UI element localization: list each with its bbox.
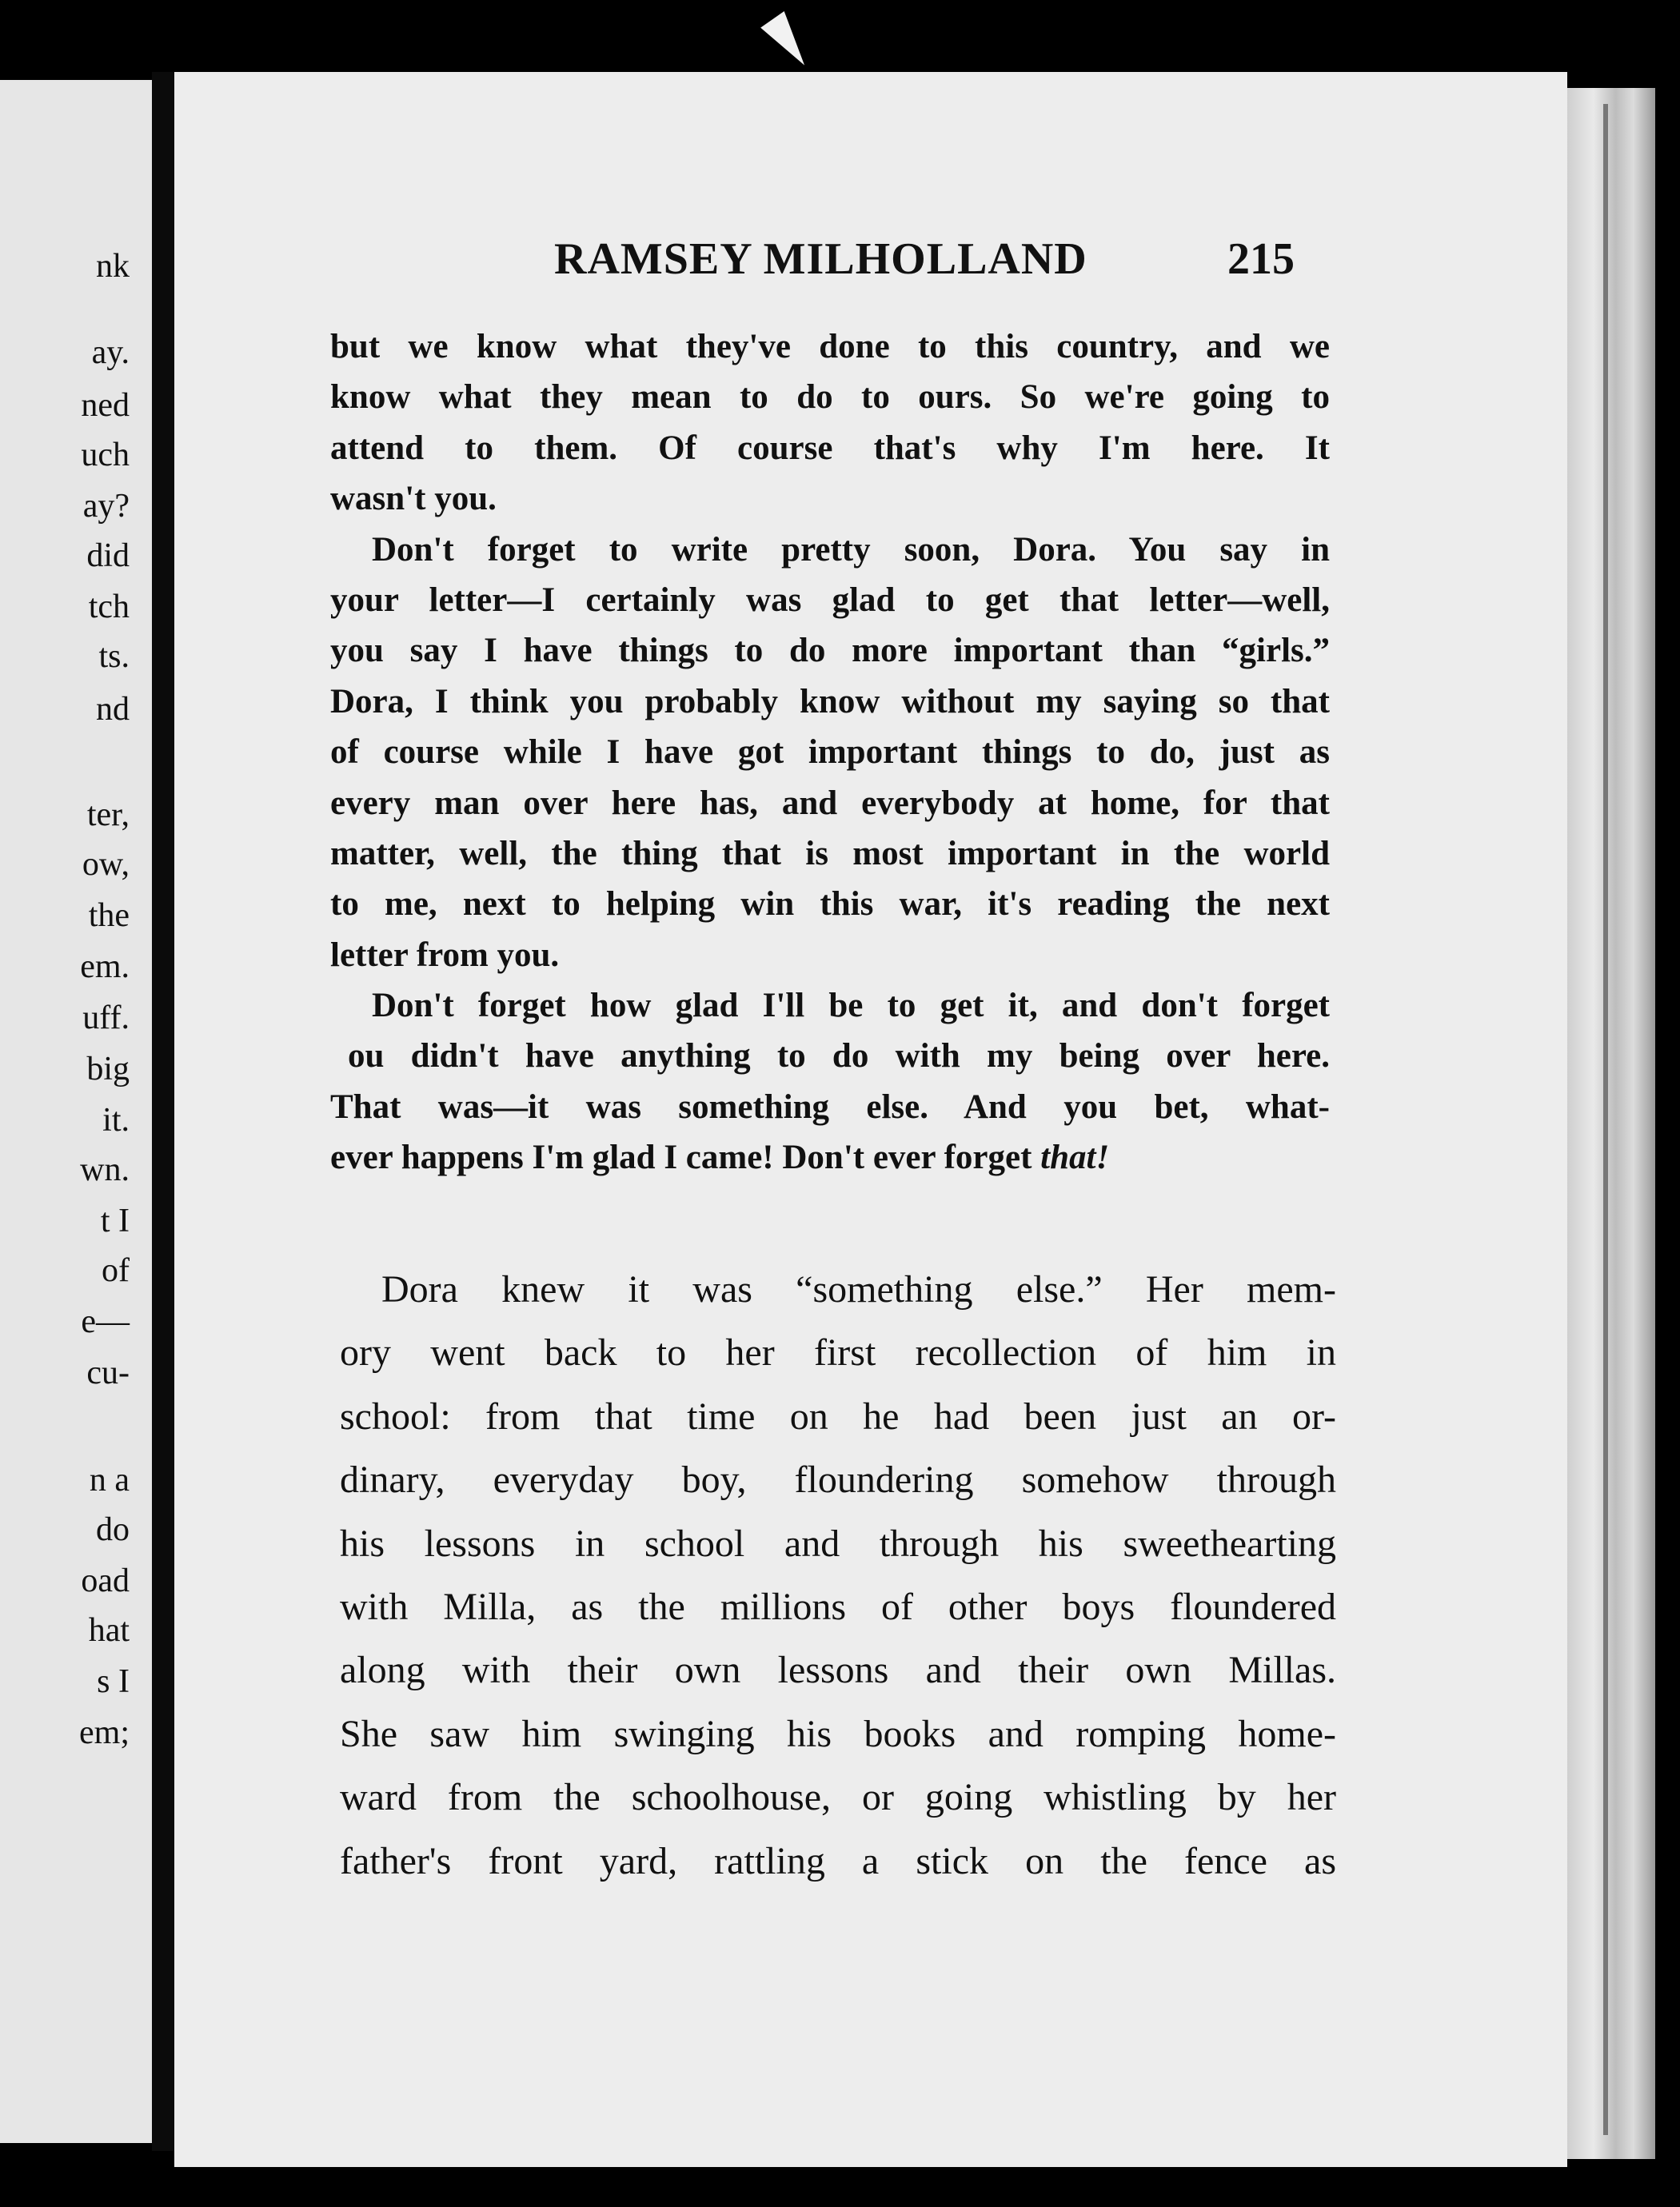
left-page-fragment: oad <box>81 1562 130 1599</box>
text-line-start: ever happens I'm glad I came! Don't ever forget <box>330 1139 1041 1177</box>
left-page-fragment: s I <box>97 1663 130 1700</box>
page-edge-line <box>1603 104 1608 2135</box>
scan-corner-mark <box>760 11 816 74</box>
text-line: dinary, everyday boy, floundering somehow through <box>340 1459 1336 1502</box>
text-line: school: from that time on he had been just an or- <box>340 1395 1336 1438</box>
text-line: That was—it was something else. And you bet, what- <box>330 1088 1330 1126</box>
book-gutter <box>152 72 176 2151</box>
text-line: of course while I have got important things to do, just as <box>330 733 1330 772</box>
left-page-fragment: e— <box>81 1303 130 1340</box>
left-page-fragment: uch <box>81 437 130 473</box>
text-line: Don't forget to write pretty soon, Dora. You say in <box>372 530 1330 569</box>
text-line: letter from you. <box>330 936 560 974</box>
text-line: every man over here has, and everybody at home, for that <box>330 784 1330 822</box>
left-page-fragment: of <box>102 1252 130 1289</box>
text-line: your letter—I certainly was glad to get that letter—well, <box>330 581 1330 619</box>
page-edge-stack <box>1567 88 1655 2159</box>
text-line: to me, next to helping win this war, it's reading the next <box>330 885 1330 924</box>
left-page-fragment: n a <box>89 1462 130 1499</box>
text-line: but we know what they've done to this country, and we <box>330 328 1330 365</box>
running-head: RAMSEY MILHOLLAND <box>554 234 1087 284</box>
left-page-fragment: the <box>88 897 130 934</box>
text-line: along with their own lessons and their own Millas. <box>340 1649 1336 1692</box>
left-page-fragment: tch <box>88 589 130 625</box>
left-page-fragment: ts. <box>98 638 130 675</box>
left-page-fragment: hat <box>88 1612 130 1649</box>
left-page-fragment: cu- <box>86 1355 130 1391</box>
text-line: with Milla, as the millions of other boys floundered <box>340 1585 1336 1628</box>
text-line: She saw him swinging his books and romping home- <box>340 1712 1336 1755</box>
left-page-fragment: big <box>86 1051 130 1088</box>
left-page-fragment: wn. <box>80 1151 130 1188</box>
letter-text <box>330 321 1330 1183</box>
left-page-fragment: em. <box>80 948 130 985</box>
left-page-fragment: ay. <box>91 334 130 371</box>
left-facing-page <box>0 80 152 2143</box>
text-line: matter, well, the thing that is most important in the world <box>330 834 1330 872</box>
text-line-final <box>330 1132 1330 1183</box>
text-line: Don't forget how glad I'll be to get it, and don't forget <box>372 987 1330 1025</box>
text-line: ory went back to her first recollection of him in <box>340 1331 1336 1375</box>
text-line: you say I have things to do more important than “girls.” <box>330 632 1330 670</box>
text-line: his lessons in school and through his sweethearting <box>340 1522 1336 1565</box>
left-page-fragment: em; <box>79 1714 130 1751</box>
left-page-fragment: ter, <box>86 796 130 833</box>
left-page-fragment: uff. <box>82 1000 130 1036</box>
emphasis-text: that! <box>1040 1139 1110 1177</box>
text-line: ward from the schoolhouse, or going whistling by her <box>340 1776 1336 1819</box>
text-line: Dora, I think you probably know without my saying so that <box>330 682 1330 720</box>
text-line: know what they mean to do to ours. So we're going to <box>330 378 1330 417</box>
narrative-text <box>340 1258 1336 1893</box>
left-page-fragment: nk <box>96 248 130 285</box>
text-line: wasn't you. <box>330 480 497 518</box>
left-page-fragment: t I <box>100 1203 130 1239</box>
page-number: 215 <box>1227 234 1295 284</box>
left-page-fragment: do <box>96 1511 130 1548</box>
left-page-fragment: ay? <box>82 488 130 525</box>
left-page-fragment: ow, <box>82 846 130 883</box>
left-page-fragment: ned <box>81 387 130 424</box>
left-page-fragment: did <box>86 537 130 574</box>
left-page-fragment: it. <box>102 1102 130 1139</box>
left-page-fragment: nd <box>96 691 130 728</box>
text-line: attend to them. Of course that's why I'm here. It <box>330 429 1330 467</box>
text-line: ou didn't have anything to do with my being over here. <box>348 1037 1330 1076</box>
text-line: father's front yard, rattling a stick on the fence as <box>340 1839 1336 1882</box>
text-line: Dora knew it was “something else.” Her mem- <box>381 1268 1336 1311</box>
